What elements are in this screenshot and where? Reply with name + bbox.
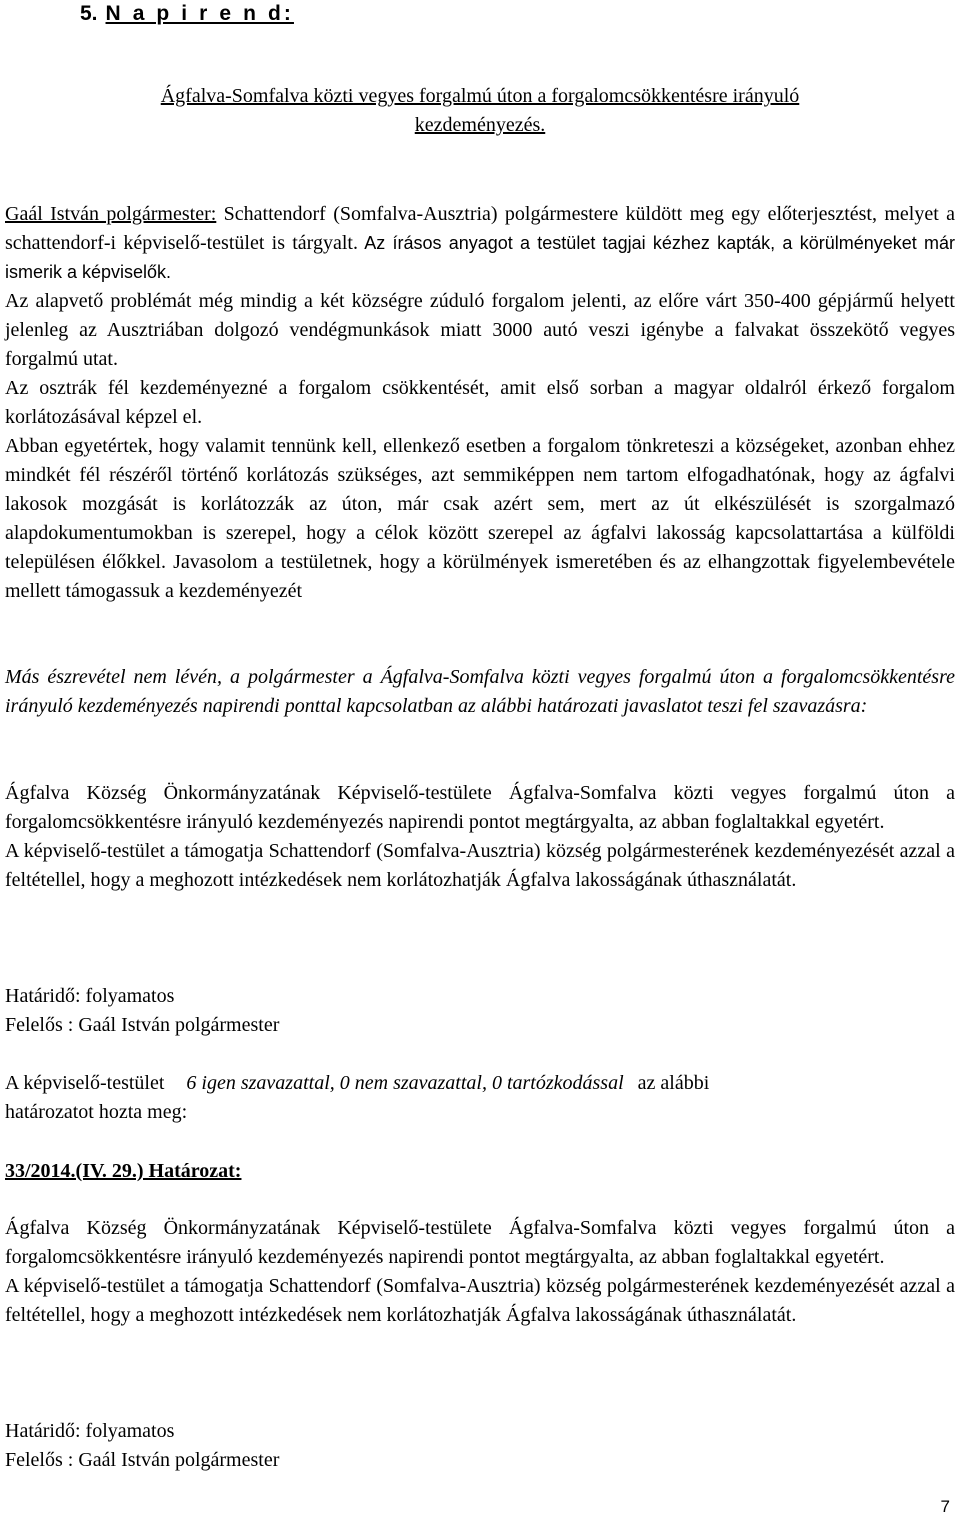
- vote-result: 6 igen szavazattal, 0 nem szavazattal, 0 tartózkodással: [186, 1072, 624, 1094]
- subject-line-1: Ágfalva-Somfalva közti vegyes forgalmú úton a forgalomcsökkentésre irányuló: [160, 85, 800, 107]
- closing-note: Más észrevétel nem lévén, a polgármester a Ágfalva-Somfalva közti vegyes forgalmú úton a forgalomcsökkentésre irányuló kezdeményezés napirendi ponttal kapcsolatban az alábbi határozati javaslatot teszi fel szavazásra:: [5, 666, 955, 717]
- proposal-paragraph-2: A képviselő-testület a támogatja Schattendorf (Somfalva-Ausztria) község polgármesterének kezdeményezését azzal a feltétellel, hogy a meghozott intézkedések nem korlátozhatják Ágfalva lakosságának úthasználatát.: [5, 840, 955, 891]
- speech-text-1: Schattendorf (Somfalva-Ausztria) polgármestere küldött meg egy előterjesztést, melyet a schattendorf-i képviselő-testület is tárgyalt.: [5, 203, 955, 254]
- proposal-meta: [5, 982, 955, 1040]
- speech-paragraph-3: Az osztrák fél kezdeményezné a forgalom csökkentését, amit első sorban a magyar oldalról érkező forgalom korlátozásával képzel el.: [5, 377, 955, 428]
- speech-paragraph-2: Az alapvető problémát még mindig a két községre zúduló forgalom jelenti, az előre várt 350-400 gépjármű helyett jelenleg az Ausztriában dolgozó vendégmunkások miatt 3000 autó veszi igénybe a falvakat összekötő vegyes forgalmú utat.: [5, 290, 955, 370]
- resolution-responsible: Felelős : Gaál István polgármester: [5, 1449, 280, 1471]
- resolution-paragraph-2: A képviselő-testület a támogatja Schattendorf (Somfalva-Ausztria) község polgármesterének kezdeményezését azzal a feltétellel, hogy a meghozott intézkedések nem korlátozhatják Ágfalva lakosságának úthasználatát.: [5, 1275, 955, 1326]
- agenda-heading: [80, 0, 294, 28]
- agenda-subject: [5, 82, 955, 140]
- agenda-number: 5.: [80, 2, 98, 25]
- proposal-responsible: Felelős : Gaál István polgármester: [5, 1014, 280, 1036]
- vote-line-1: [5, 1069, 955, 1098]
- vote-suffix: az alábbi: [637, 1072, 710, 1094]
- vote-line-2: határozatot hozta meg:: [5, 1101, 188, 1123]
- speech-text-2: Az írásos anyagot a testület tagjai kézhez kapták, a körülményeket már ismerik a képviselők.: [5, 233, 955, 282]
- proposal-section: [5, 779, 955, 895]
- closing-note-section: [5, 663, 955, 721]
- speech-paragraph-4: Abban egyetértek, hogy valamit tennünk kell, ellenkező esetben a forgalom tönkreteszi a községeket, azonban ehhez mindkét fél részéről történő korlátozás szükséges, azt semmiképpen nem tartom elfogadhatónak, hogy az ágfalvi lakosok mozgását is korlátozzák az úton, már csak azért sem, mert az út elkészülését is szorgalmazó alapdokumentumokban is szerepel, hogy a célok között szerepel az ágfalvi lakosság kapcsolattartása a külföldi településen élőkkel. Javasolom a testületnek, hogy a körülmények ismeretében és az elhangzottak figyelembevétele mellett támogassuk a kezdeményezét: [5, 435, 955, 602]
- resolution-meta: [5, 1417, 955, 1475]
- speech-paragraph-1: [5, 200, 955, 287]
- subject-line-2: kezdeményezés.: [414, 114, 546, 136]
- speaker-name: Gaál István polgármester:: [5, 203, 217, 225]
- page-number: 7: [940, 1497, 950, 1516]
- vote-section: [5, 1069, 955, 1127]
- proposal-deadline: Határidő: folyamatos: [5, 985, 175, 1007]
- resolution-title: 33/2014.(IV. 29.) Határozat:: [5, 1160, 242, 1182]
- resolution-paragraph-1: Ágfalva Község Önkormányzatának Képviselő-testülete Ágfalva-Somfalva közti vegyes forgalmú úton a forgalomcsökkentésre irányuló kezdeményezés napirendi pontot megtárgyalta, az abban foglaltakkal egyetért.: [5, 1217, 955, 1268]
- vote-prefix: A képviselő-testület: [5, 1072, 165, 1094]
- speech-section: [5, 200, 955, 606]
- resolution-deadline: Határidő: folyamatos: [5, 1420, 175, 1442]
- agenda-title: N a p i r e n d:: [105, 2, 294, 25]
- resolution-section: [5, 1214, 955, 1330]
- proposal-paragraph-1: Ágfalva Község Önkormányzatának Képviselő-testülete Ágfalva-Somfalva közti vegyes forgalmú úton a forgalomcsökkentésre irányuló kezdeményezés napirendi pontot megtárgyalta, az abban foglaltakkal egyetért.: [5, 782, 955, 833]
